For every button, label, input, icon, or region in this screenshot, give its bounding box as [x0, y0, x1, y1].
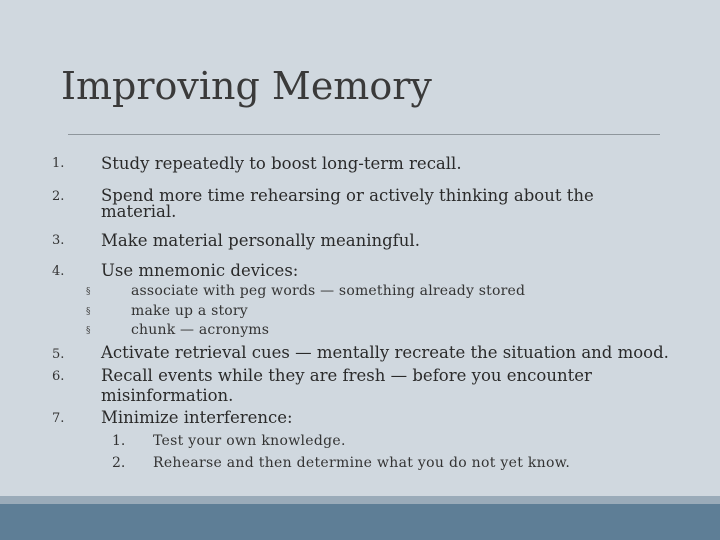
footer-accent-band — [0, 496, 720, 504]
item-text: Recall events while they are fresh — before you encounter — [101, 366, 592, 385]
item-text-continued: material. — [101, 202, 177, 221]
item-text: Minimize interference: — [101, 408, 293, 427]
bullet-marker: § — [86, 326, 91, 336]
item-number: 7. — [52, 411, 65, 426]
bullet-marker: § — [86, 287, 91, 297]
item-text-continued: misinformation. — [101, 386, 234, 405]
item-number: 6. — [52, 369, 65, 384]
subitem-number: 1. — [112, 433, 126, 449]
subitem-text: Rehearse and then determine what you do not yet know. — [153, 455, 571, 471]
item-text: Study repeatedly to boost long-term recall. — [101, 154, 462, 173]
bullet-text: associate with peg words — something already stored — [131, 283, 526, 299]
bullet-text: make up a story — [131, 303, 248, 319]
subitem-number: 2. — [112, 455, 126, 471]
item-number: 1. — [52, 156, 65, 171]
item-number: 3. — [52, 233, 65, 248]
item-number: 5. — [52, 347, 65, 362]
title-divider — [68, 134, 660, 135]
item-text: Activate retrieval cues — mentally recreate the situation and mood. — [101, 343, 669, 362]
footer-band — [0, 504, 720, 540]
item-number: 2. — [52, 189, 65, 204]
item-text: Use mnemonic devices: — [101, 261, 299, 280]
bullet-text: chunk — acronyms — [131, 322, 270, 338]
item-number: 4. — [52, 264, 65, 279]
item-text: Spend more time rehearsing or actively thinking about the — [101, 186, 594, 205]
slide-title: Improving Memory — [61, 64, 432, 108]
bullet-marker: § — [86, 307, 91, 317]
subitem-text: Test your own knowledge. — [153, 433, 346, 449]
item-text: Make material personally meaningful. — [101, 231, 420, 250]
